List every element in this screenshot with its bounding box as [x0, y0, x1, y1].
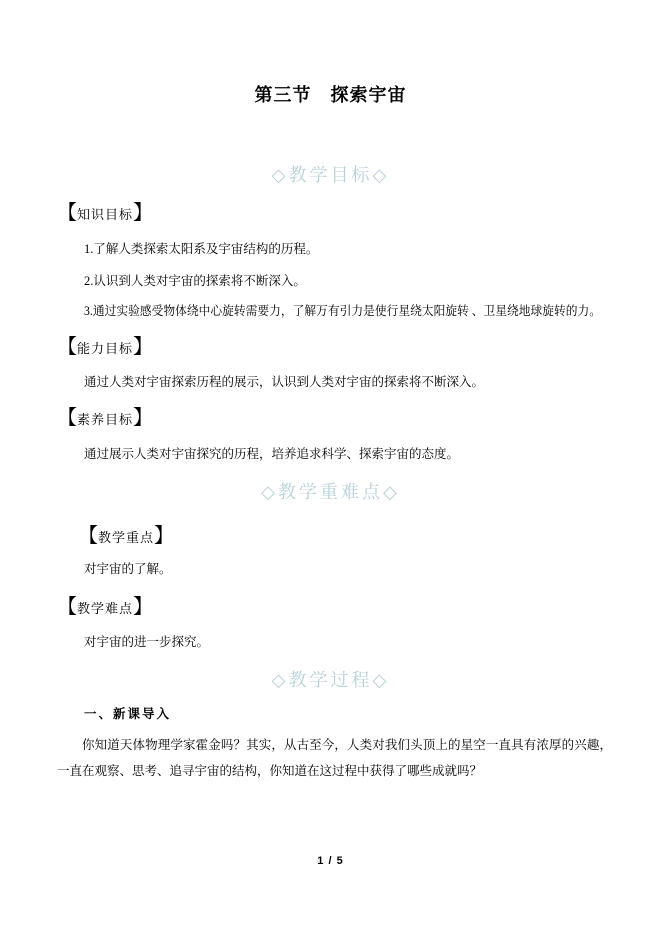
bracket-open: 【 — [57, 202, 77, 224]
knowledge-goal-item-2: 2.认识到人类对宇宙的探索将不断深入。 — [84, 274, 306, 288]
knowledge-goal-item-3: 3.通过实验感受物体绕中心旋转需要力，了解万有引力是使行星绕太阳旋转 、卫星绕地球旋转的力。 — [84, 304, 602, 318]
subheading-knowledge-goals — [57, 200, 153, 226]
subheading-teaching-difficulty-label: 教学难点 — [77, 601, 134, 616]
subheading-teaching-focus-label: 教学重点 — [98, 530, 155, 545]
section-heading-teaching-process: ◇教学过程◇ — [271, 670, 390, 690]
bracket-open: 【 — [57, 596, 77, 618]
literacy-goal-text: 通过展示人类对宇宙探究的历程，培养追求科学、探索宇宙的态度。 — [84, 447, 460, 461]
subheading-ability-goals — [57, 334, 153, 360]
subheading-teaching-focus — [78, 523, 174, 549]
bracket-open: 【 — [57, 407, 77, 429]
bracket-open: 【 — [78, 525, 98, 547]
section-heading-teaching-objectives: ◇教学目标◇ — [271, 165, 390, 185]
lesson-intro-subtitle: 一、新课导入 — [84, 707, 172, 721]
bracket-close: 】 — [133, 407, 154, 429]
bracket-close: 】 — [154, 525, 175, 547]
subheading-ability-goals-label: 能力目标 — [77, 341, 134, 356]
subheading-knowledge-goals-label: 知识目标 — [77, 207, 134, 222]
subheading-literacy-goals-label: 素养目标 — [77, 412, 134, 427]
teaching-focus-text: 对宇宙的了解。 — [84, 562, 172, 576]
subheading-teaching-difficulty — [57, 594, 153, 620]
lesson-intro-paragraph: 你知道天体物理学家霍金吗？其实，从古至今，人类对我们头顶上的星空一直具有浓厚的兴趣，一直在观察、思考、追寻宇宙的结构，你知道在这过程中获得了哪些成就吗？ — [57, 738, 612, 778]
section-heading-key-difficult-points: ◇教学重难点◇ — [261, 482, 400, 502]
bracket-close: 】 — [133, 336, 154, 358]
bracket-close: 】 — [133, 596, 154, 618]
page-number: 1 / 5 — [317, 855, 344, 867]
ability-goal-text: 通过人类对宇宙探索历程的展示，认识到人类对宇宙的探索将不断深入。 — [84, 375, 485, 389]
bracket-open: 【 — [57, 336, 77, 358]
knowledge-goal-item-1: 1.了解人类探索太阳系及宇宙结构的历程。 — [84, 242, 319, 256]
document-title: 第三节 探索宇宙 — [254, 85, 407, 105]
bracket-close: 】 — [133, 202, 154, 224]
subheading-literacy-goals — [57, 405, 153, 431]
teaching-difficulty-text: 对宇宙的进一步探究。 — [84, 635, 210, 649]
